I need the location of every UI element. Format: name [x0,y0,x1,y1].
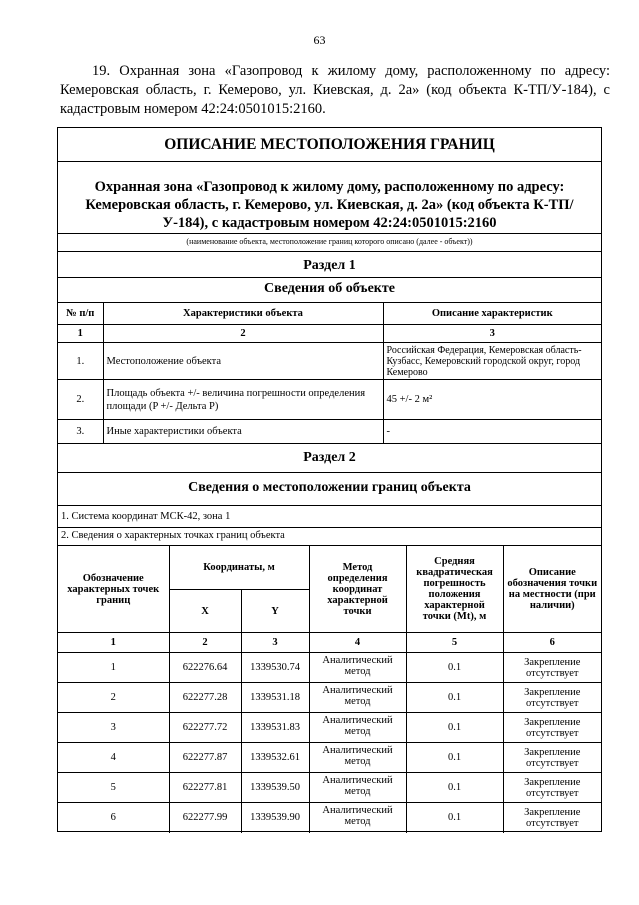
divider [58,161,601,162]
coord-y: 1339530.74 [241,653,309,683]
divider [58,277,601,278]
point-id: 6 [58,803,169,833]
section1-heading: Сведения об объекте [264,281,395,296]
characteristic-value: Российская Федерация, Кемеровская область-Кузбасс, Кемеровский городской округ, город Кемерово [383,343,601,380]
method-cell: Аналитический метод [309,653,406,683]
column-number-row [58,325,601,343]
accuracy-cell: 0.1 [406,743,503,773]
header-description: Описание характеристик [383,303,601,325]
point-description: Закрепление отсутствует [503,803,601,833]
characteristic-name: Площадь объекта +/- величина погрешности определения площади (P +/- Дельта P) [103,380,383,420]
coord-y: 1339531.83 [241,713,309,743]
method-cell: Аналитический метод [309,803,406,833]
coord-x: 622276.64 [169,653,241,683]
table-row [58,420,601,444]
table-row [58,653,601,683]
divider [58,233,601,234]
point-id: 5 [58,773,169,803]
coord-x: 622277.72 [169,713,241,743]
boundary-points-table [58,545,601,833]
point-description: Закрепление отсутствует [503,683,601,713]
characteristic-name: Местоположение объекта [103,343,383,380]
point-id: 4 [58,743,169,773]
point-description: Закрепление отсутствует [503,773,601,803]
table-row [58,683,601,713]
point-description: Закрепление отсутствует [503,653,601,683]
col-number: 2 [103,325,383,343]
col-number: 3 [241,633,309,653]
method-cell: Аналитический метод [309,743,406,773]
header-point-description: Описание обозначения точки на местности (при наличии) [503,546,601,633]
col-number: 2 [169,633,241,653]
table-row [58,743,601,773]
coord-y: 1339532.61 [241,743,309,773]
col-number: 1 [58,633,169,653]
header-number: № п/п [58,303,103,325]
characteristic-name: Иные характеристики объекта [103,420,383,444]
object-name: Охранная зона «Газопровод к жилому дому, расположенному по адресу: Кемеровская область, г. Кемерово, ул. Киевская, д. 2а» (код объекта К-ТП/У-184), с кадастровым номером 42:24:0501015:2160 [85,179,574,231]
coordinate-system: 1. Система координат МСК-42, зона 1 [61,511,231,522]
row-number: 1. [58,343,103,380]
section2-label: Раздел 2 [303,450,356,465]
col-number: 4 [309,633,406,653]
header-method: Метод определения координат характерной точки [309,546,406,633]
page-number: 63 [313,33,326,47]
accuracy-cell: 0.1 [406,773,503,803]
table-row [58,713,601,743]
table-row [58,380,601,420]
point-id: 2 [58,683,169,713]
points-caption: 2. Сведения о характерных точках границ объекта [61,530,285,541]
point-id: 1 [58,653,169,683]
row-number: 2. [58,380,103,420]
table-row [58,803,601,833]
coord-x: 622277.87 [169,743,241,773]
table-row [58,343,601,380]
table-row [58,773,601,803]
divider [58,527,601,528]
points-body [58,653,601,833]
section1-label: Раздел 1 [303,258,356,273]
divider [58,472,601,473]
col-number: 6 [503,633,601,653]
header-y: Y [241,590,309,633]
header-characteristic: Характеристики объекта [103,303,383,325]
intro-paragraph [60,62,610,119]
divider [58,251,601,252]
accuracy-cell: 0.1 [406,683,503,713]
header-x: X [169,590,241,633]
point-description: Закрепление отсутствует [503,713,601,743]
coord-y: 1339531.18 [241,683,309,713]
col-number: 1 [58,325,103,343]
header-coordinates: Координаты, м [169,546,309,590]
object-info-table [58,302,601,444]
method-cell: Аналитический метод [309,713,406,743]
method-cell: Аналитический метод [309,683,406,713]
point-description: Закрепление отсутствует [503,743,601,773]
table-header-row [58,546,601,590]
accuracy-cell: 0.1 [406,803,503,833]
accuracy-cell: 0.1 [406,653,503,683]
coord-x: 622277.81 [169,773,241,803]
method-cell: Аналитический метод [309,773,406,803]
col-number: 3 [383,325,601,343]
form-title: ОПИСАНИЕ МЕСТОПОЛОЖЕНИЯ ГРАНИЦ [164,136,495,153]
table-header-row [58,303,601,325]
object-name-note: (наименование объекта, местоположение границ которого описано (далее - объект)) [186,237,473,246]
coord-y: 1339539.90 [241,803,309,833]
row-number: 3. [58,420,103,444]
divider [58,505,601,506]
coord-x: 622277.28 [169,683,241,713]
characteristic-value: 45 +/- 2 м² [383,380,601,420]
header-accuracy: Средняя квадратическая погрешность положения характерной точки (Mt), м [406,546,503,633]
characteristic-value: - [383,420,601,444]
column-number-row [58,633,601,653]
accuracy-cell: 0.1 [406,713,503,743]
point-id: 3 [58,713,169,743]
intro-text: 19. Охранная зона «Газопровод к жилому дому, расположенному по адресу: Кемеровская область, г. Кемерово, ул. Киевская, д. 2а» (код объекта К-ТП/У-184), с кадастровым номером 42:24:0501015:2160. [60,63,610,117]
coord-y: 1339539.50 [241,773,309,803]
coord-x: 622277.99 [169,803,241,833]
boundary-description-form [57,127,602,832]
header-point: Обозначение характерных точек границ [58,546,169,633]
section2-heading: Сведения о местоположении границ объекта [188,480,471,495]
col-number: 5 [406,633,503,653]
